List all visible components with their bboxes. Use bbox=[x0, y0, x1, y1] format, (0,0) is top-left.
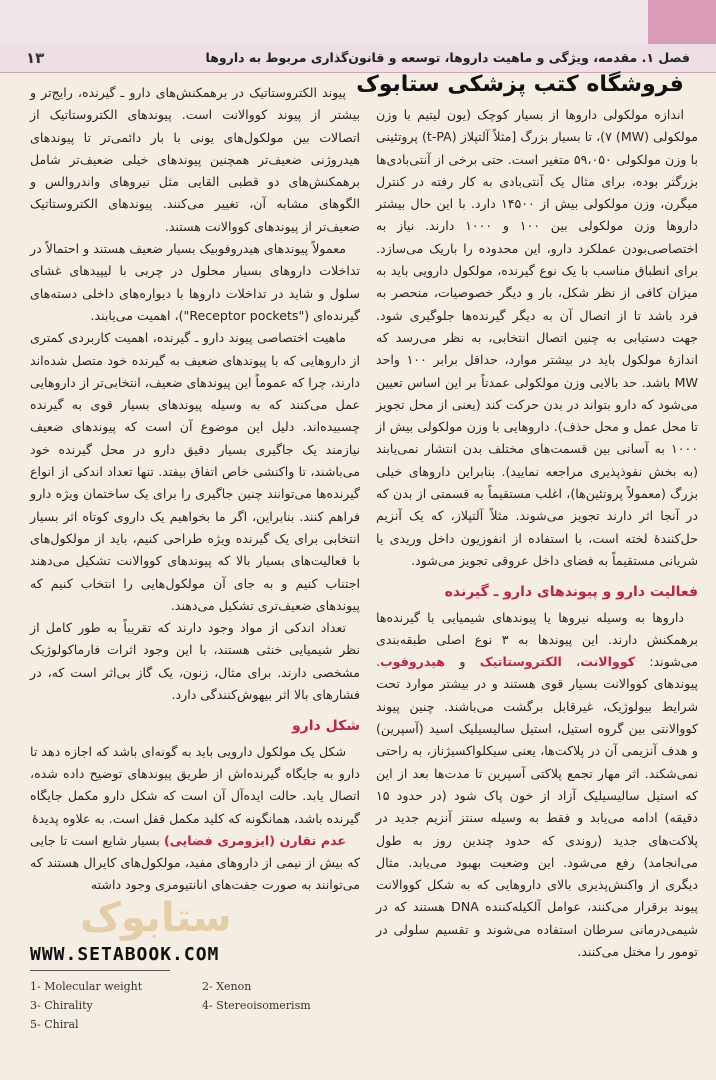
section-title: فعالیت دارو و پیوندهای دارو ـ گیرنده bbox=[444, 584, 698, 601]
text-run: بسیار شایع است تا جایی که بیش از نیمی از داروهای مفید، مولکول‌های کایرال هستند که می‌توانند به صورت جفت‌های انانتیومری وجود داشته bbox=[30, 832, 360, 893]
page-number: ۱۳ bbox=[26, 49, 45, 67]
top-band bbox=[0, 0, 716, 44]
page-header bbox=[0, 44, 716, 73]
section-title: شکل دارو bbox=[291, 718, 360, 735]
keyword-covalent: کووالانت bbox=[580, 654, 636, 670]
left-column bbox=[30, 82, 360, 897]
subsection-label: عدم تقارن (ایزومری فضایی) bbox=[164, 832, 346, 848]
paragraph bbox=[376, 607, 698, 964]
footnote-2: 2- Xenon bbox=[202, 980, 252, 993]
right-column bbox=[376, 104, 698, 963]
setabook-logo: ستابوک bbox=[80, 895, 232, 941]
text-run: ، bbox=[561, 654, 581, 670]
footnote-1: 1- Molecular weight bbox=[30, 980, 143, 993]
running-head: فصل ۱. مقدمه، ویژگی و ماهیت داروها، توسعه و قانون‌گذاری مربوط به داروها bbox=[205, 50, 690, 65]
keyword-hydrophobic: هیدروفوب bbox=[380, 654, 446, 670]
paragraph: تعداد اندکی از مواد وجود دارند که تقریباً به طور کامل از نظر شیمیایی خنثی هستند، با این وجود اثرات فارماکولوژیک مشخصی دارند. برای مثال، زنون، یک گاز بی‌اثر است که، در فشارهای بالا اثر بیهوش‌کنندگی دارد. bbox=[30, 620, 360, 703]
paragraph: ماهیت اختصاصی پیوند دارو ـ گیرنده، اهمیت کاربردی کمتری از داروهایی که با پیوندهای ضعیف به گیرنده خود متصل شده‌اند دارند، چرا که عموماً این پیوندهای ضعیف، انتخابی‌تر از داروهایی عمل می‌کنند که به وسیله پیوندهای بسیار قوی به گیرنده چسبیده‌اند. دلیل این موضوع آن است که پیوندهای ضعیف نیازمند یک جاگیری بسیار دقیق دارو در محل گیرنده خود می‌باشند، تا واکنشی خاص اتفاق بیفتد. تنها تعداد اندکی از انواع گیرنده‌ها می‌توانند چنین جاگیری را برای یک ساختمان ویژه دارو فراهم کنند. بنابراین، اگر ما بخواهیم یک داروی کوتاه اثر بسیار انتخابی برای یک گیرنده ویژه طراحی کنیم، باید از مولکول‌های با فعالیت‌های بسیار بالا که پیوندهای کووالانت تشکیل می‌دهند اجتناب کنیم و به جای آن مولکول‌هایی را انتخاب کنیم که پیوندهای ضعیف‌تری تشکیل می‌دهند. bbox=[30, 330, 360, 613]
paragraph: اندازه مولکولی داروها از بسیار کوچک (یون لیتیم با وزن مولکولی (MW) ۷)، تا بسیار بزرگ [مثلاً آلتپلاز (t-PA) پروتئینی با وزن مولکولی ۵۹،۰۵۰ متغیر است. حتی برخی از آنتی‌بادی‌ها بزرگتر بوده، برای مثال یک آنتی‌بادی به کار رفته در کنترل میگرن، وزن مولکولی بیش از ۱۴۵۰۰ دارد. با این حال بیشتر داروها وزن مولکولی بین ۱۰۰ و ۱۰۰۰ دارند. نیاز به اختصاصی‌بودن عملکرد دارو، این محدوده را باریک می‌سازد. برای انطباق مناسب با یک نوع گیرنده، مولکول دارویی باید به میزان کافی از نظر شکل، بار و دیگر خصوصیات، منحصر به فرد باشد تا از اتصال آن به دیگر گیرنده‌ها جلوگیری شود. جهت دستیابی به چنین اتصال انتخابی، به نظر می‌رسد که اندازهٔ مولکول باید در بیشتر موارد، حداقل برابر ۱۰۰ واحد MW باشد. حد بالایی وزن مولکولی عمدتاً بر این اساس تعیین می‌شود که دارو بتواند در بدن حرکت کند (یعنی از محل تجویز تا محل عمل و محل حذف). داروهایی با وزن مولکولی بیش از ۱۰۰۰ به آسانی بین قسمت‌های مختلف بدن انتشار نمی‌یابند (به بخش نفوذپذیری مراجعه نمایید). بنابراین داروهای خیلی بزرگ (معمولاً پروتئین‌ها)، اغلب مستقیماً به قسمتی از بدن که در آنجا اثر دارند تجویز می‌شوند. مثلاً آلتپلاز، که یک آنزیم حل‌کنندهٔ لخته است، با استفاده از انفوزیون داخل وریدی یا شریانی مستقیماً به فضای داخل عروقی تجویز می‌شود. bbox=[376, 107, 699, 568]
text-run: و bbox=[445, 654, 480, 670]
paragraph: پیوند الکتروستاتیک در برهمکنش‌های دارو ـ گیرنده، رایج‌تر و بیشتر از پیوند کووالانت است. پیوندهای الکتروستاتیک از اتصالات بین مولکول‌های یونی با بار دائمی‌تر تا پیوندهای هیدروژنی ضعیف‌تر همچنین پیوندهای خیلی ضعیف‌تر شامل برهمکنش‌های دو قطبی القایی مثل نیروهای واندروالس و الگوهای مشابه آن، تغییر می‌کنند. پیوندهای الکتروستاتیک ضعیف‌تر از پیوندهای کووالانت هستند. bbox=[30, 85, 360, 234]
footnote-5: 5- Chiral bbox=[30, 1018, 79, 1031]
footnote-rule bbox=[30, 970, 170, 971]
footnote-4: 4- Stereoisomerism bbox=[202, 999, 311, 1012]
footnote-3: 3- Chirality bbox=[30, 999, 93, 1012]
paragraph: شکل یک مولکول دارویی باید به گونه‌ای باشد که اجازه دهد تا دارو به جایگاه گیرنده‌اش از طریق پیوندهای توضیح داده شده، اتصال یابد. حالت ایده‌آل آن است که شکل دارو مکمل جایگاه گیرنده باشد، همانگونه که کلید مکمل قفل است. به علاوه پدیدهٔ bbox=[30, 743, 360, 826]
keyword-electrostatic: الکتروستاتیک bbox=[479, 654, 562, 670]
text-run: داروها به وسیله نیروها یا پیوندهای شیمیایی با گیرنده‌ها برهمکنش دارند. این پیوندها به ۳ نوع اصلی طبقه‌بندی می‌شوند: bbox=[376, 609, 698, 670]
store-watermark-title: فروشگاه کتب پزشکی ستابوک bbox=[356, 72, 684, 97]
chapter-tab bbox=[648, 0, 716, 44]
paragraph bbox=[30, 830, 360, 897]
site-url: WWW.SETABOOK.COM bbox=[30, 944, 330, 965]
text-run: . پیوندهای کووالانت بسیار قوی هستند و در بیشتر موارد تحت شرایط بیولوژیک، غیرقابل برگشت می‌باشند. چنین پیوند کووالانتی بین گروه استیل، استیل سالیسیلیک اسید (آسپرین) و هدف آنزیمی آن در پلاکت‌ها، یعنی سیکلواکسیژناز، به راحتی نمی‌شکند. اثر مهار تجمع پلاکتی آسپرین تا مدت‌ها بعد از این که استیل سالیسیلیک آزاد از خون پاک شود (در حدود ۱۵ دقیقه) ادامه می‌یابد و فقط به وسیله سنتز آنزیم جدید در پلاکت‌های جدید (روندی که حدود چندین روز به طول می‌انجامد) رفع می‌شود. این وضعیت بهبود می‌یابد. مثال دیگری از واکنش‌پذیری بالای داروهایی که به شکل کووالانت پیوند برقرار می‌کنند، عوامل آلکیله‌کننده DNA هستند که در شیمی‌درمانی سرطان استفاده می‌شوند و تقسیم سلولی در تومور را مختل می‌کنند. bbox=[376, 654, 698, 959]
paragraph: معمولاً پیوندهای هیدروفوبیک بسیار ضعیف هستند و احتمالاً در تداخلات داروهای بسیار محلول در چربی با لیپیدهای غشای سلول و شاید در تداخلات داروها با دیواره‌های داخلی دسته‌های گیرنده‌ای ("Receptor pockets")، اهمیت می‌یابند. bbox=[30, 241, 360, 323]
